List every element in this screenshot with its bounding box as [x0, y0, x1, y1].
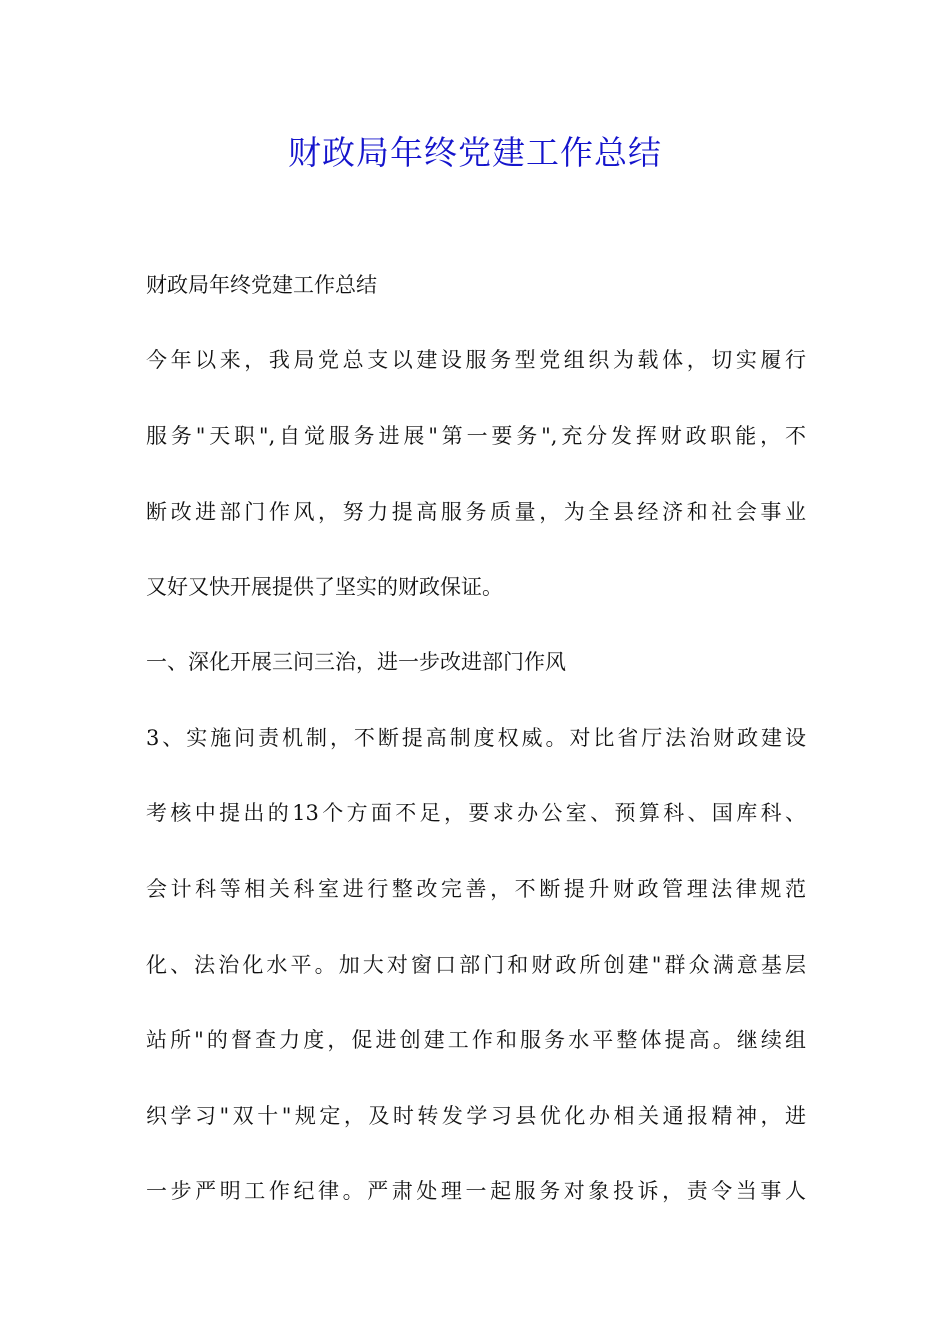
paragraph-line: 考核中提出的13个方面不足，要求办公室、预算科、国库科、 [146, 801, 806, 825]
paragraph-line: 一步严明工作纪律。严肃处理一起服务对象投诉，责令当事人 [146, 1179, 806, 1203]
paragraph-line: 又好又快开展提供了坚实的财政保证。 [146, 575, 503, 599]
section-heading: 一、深化开展三问三治，进一步改进部门作风 [146, 650, 566, 674]
paragraph-line: 化、法治化水平。加大对窗口部门和财政所创建"群众满意基层 [146, 953, 806, 977]
paragraph-line: 服务"天职",自觉服务进展"第一要务",充分发挥财政职能，不 [146, 424, 806, 448]
paragraph-line: 断改进部门作风，努力提高服务质量，为全县经济和社会事业 [146, 500, 806, 524]
paragraph-line: 织学习"双十"规定，及时转发学习县优化办相关通报精神，进 [146, 1104, 806, 1128]
paragraph-line: 会计科等相关科室进行整改完善，不断提升财政管理法律规范 [146, 877, 806, 901]
paragraph-heading: 财政局年终党建工作总结 [146, 273, 377, 297]
paragraph-line: 站所"的督查力度，促进创建工作和服务水平整体提高。继续组 [146, 1028, 806, 1052]
document-title: 财政局年终党建工作总结 [288, 133, 662, 172]
paragraph-line: 今年以来，我局党总支以建设服务型党组织为载体，切实履行 [146, 348, 806, 372]
paragraph-line: 3、实施问责机制，不断提高制度权威。对比省厅法治财政建设 [146, 726, 806, 750]
